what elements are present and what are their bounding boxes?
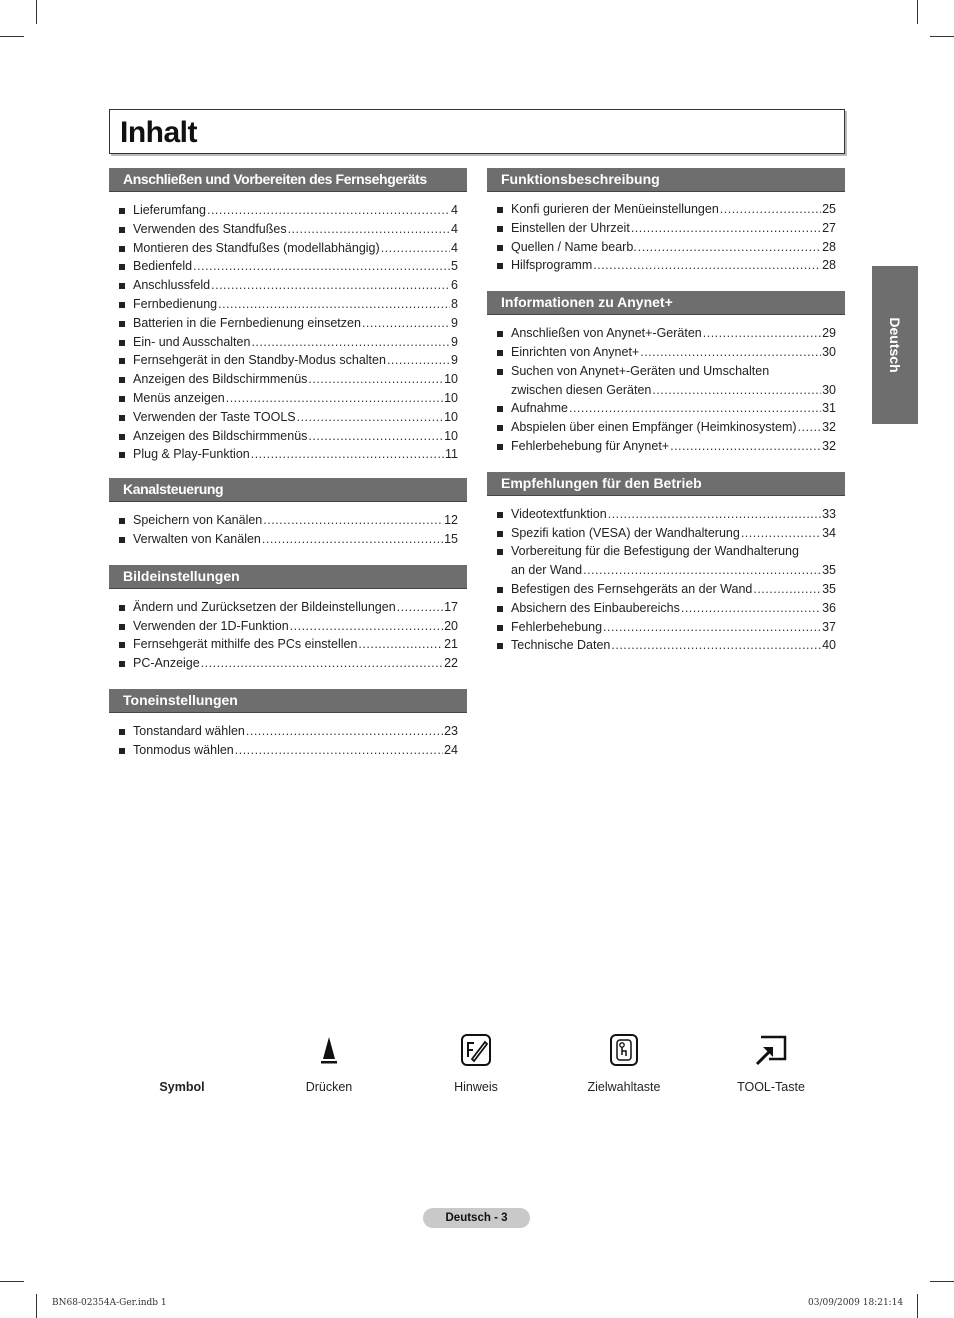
toc-entry [109, 427, 467, 446]
toc-entry-label: PC-Anzeige [133, 656, 200, 671]
dot-leader [720, 200, 821, 219]
one-touch-button-icon [608, 1033, 640, 1067]
toc-entry-label: Technische Daten [511, 638, 611, 653]
dot-leader [207, 201, 450, 220]
toc-entry-page: 10 [444, 372, 458, 387]
dot-leader [631, 219, 821, 238]
toc-entry-label: Anschlussfeld [133, 278, 211, 293]
toc-entry [109, 445, 467, 464]
note-icon [460, 1033, 492, 1067]
toc-entry-label: Anzeigen des Bildschirmmenüs [133, 428, 308, 443]
symbol-item [416, 1030, 536, 1094]
toc-entry [109, 276, 467, 295]
toc-entry [109, 722, 467, 741]
toc-entry-page: 25 [822, 202, 836, 216]
symbol-item [269, 1030, 389, 1094]
toc-entry-page: 9 [451, 334, 458, 349]
toc-entry-label: Spezifi kation (VESA) der Wandhalterung [511, 525, 740, 540]
bullet-square-icon [119, 340, 125, 346]
toc-entry-label: Fernsehgerät in den Standby-Modus schalten [133, 353, 386, 368]
toc-entry [109, 408, 467, 427]
toc-entry-page: 23 [444, 723, 458, 738]
section-heading: Kanalsteuerung [109, 478, 467, 502]
toc-entry-label: Verwenden der Taste TOOLS [133, 409, 296, 424]
toc-entry-page: 12 [444, 513, 458, 528]
toc-entry [109, 333, 467, 352]
toc-entry-page: 10 [444, 390, 458, 405]
dot-leader [611, 636, 821, 655]
dot-leader [608, 505, 821, 524]
bullet-square-icon [119, 264, 125, 270]
bullet-square-icon [119, 537, 125, 543]
toc-entry-label: Vorbereitung für die Befestigung der Wandhalterung [511, 544, 799, 559]
toc-entry [487, 362, 845, 381]
toc-entry [487, 399, 845, 418]
bullet-square-icon [497, 643, 503, 649]
toc-entry [109, 617, 467, 636]
toc-entry [487, 437, 845, 456]
toc-entry-page: 31 [822, 401, 836, 416]
crop-mark [930, 36, 954, 37]
page-title: Inhalt [120, 116, 197, 149]
bullet-square-icon [497, 549, 503, 555]
symbol-label: TOOL-Taste [737, 1080, 805, 1094]
section-heading: Bildeinstellungen [109, 565, 467, 589]
bullet-square-icon [497, 587, 503, 593]
toc-entry [487, 343, 845, 362]
bullet-square-icon [119, 396, 125, 402]
toc-entry-label: Befestigen des Fernsehgeräts an der Wand [511, 581, 753, 596]
toc-entry-page: 22 [444, 656, 458, 671]
toc-entry-page: 5 [451, 259, 458, 274]
toc-entry-page: 9 [451, 315, 458, 330]
dot-leader [263, 511, 443, 530]
toc-entry-label: Fernsehgerät mithilfe des PCs einstellen [133, 637, 358, 652]
toc-entry [487, 580, 845, 599]
toc-entry-label: Tonstandard wählen [133, 723, 245, 738]
bullet-square-icon [119, 283, 125, 289]
dot-leader [652, 381, 821, 400]
toc-entry-page: 29 [822, 326, 836, 341]
dot-leader [603, 618, 821, 637]
toc-entry-page: 35 [822, 563, 836, 578]
toc-entry [487, 324, 845, 343]
toc-entry-page: 37 [822, 619, 836, 634]
section-heading: Toneinstellungen [109, 689, 467, 713]
toc-section [109, 565, 467, 673]
dot-leader [297, 408, 443, 427]
dot-leader [251, 445, 444, 464]
toc-entry-page: 4 [451, 221, 458, 236]
toc-entry [487, 256, 845, 275]
bullet-square-icon [119, 452, 125, 458]
section-heading: Informationen zu Anynet+ [487, 291, 845, 315]
bullet-square-icon [119, 624, 125, 630]
toc-entry [109, 511, 467, 530]
page-number-badge: Deutsch - 3 [423, 1208, 530, 1228]
bullet-square-icon [119, 434, 125, 440]
toc-entry-label: Fehlerbehebung für Anynet+ [511, 438, 670, 453]
bullet-square-icon [497, 263, 503, 269]
bullet-square-icon [497, 531, 503, 537]
press-icon [318, 1035, 340, 1065]
bullet-square-icon [497, 606, 503, 612]
toc-section [109, 478, 467, 549]
toc-entry [109, 351, 467, 370]
toc-right-column [487, 168, 845, 655]
toc-entry-label: an der Wand [511, 563, 583, 578]
toc-entry-label: Lieferumfang [133, 203, 206, 217]
toc-entry-page: 32 [822, 420, 836, 435]
dot-leader [638, 238, 821, 257]
toc-entry [109, 654, 467, 673]
toc-entry-page: 6 [451, 278, 458, 293]
bullet-square-icon [497, 207, 503, 213]
bullet-square-icon [119, 227, 125, 233]
toc-entry-label: zwischen diesen Geräten [511, 382, 652, 397]
dot-leader [593, 256, 821, 275]
toc-entry [109, 370, 467, 389]
dot-leader [288, 220, 450, 239]
dot-leader [251, 333, 450, 352]
symbol-label: Drücken [305, 1080, 353, 1094]
toc-entry [109, 257, 467, 276]
dot-leader [358, 635, 443, 654]
toc-entry-label: Konfi gurieren der Menüeinstellungen [511, 202, 719, 216]
dot-leader [583, 561, 821, 580]
toc-entry-label: Hilfsprogramm [511, 258, 593, 273]
toc-entry-label: Fernbedienung [133, 296, 218, 311]
dot-leader [218, 295, 450, 314]
bullet-square-icon [497, 350, 503, 356]
toc-entry [109, 201, 467, 220]
toc-entry-label: Einstellen der Uhrzeit [511, 220, 630, 235]
bullet-square-icon [497, 625, 503, 631]
dot-leader [753, 580, 821, 599]
crop-mark [917, 0, 918, 24]
crop-mark [36, 0, 37, 24]
crop-mark [917, 1294, 918, 1318]
toc-section [487, 168, 845, 275]
toc-section [109, 689, 467, 760]
section-heading: Funktionsbeschreibung [487, 168, 845, 192]
dot-leader [362, 314, 450, 333]
toc-section [487, 291, 845, 456]
print-datetime: 03/09/2009 18:21:14 [808, 1298, 904, 1308]
toc-entry [487, 505, 845, 524]
dot-leader [640, 343, 821, 362]
dot-leader [569, 399, 821, 418]
toc-entry [109, 741, 467, 760]
bullet-square-icon [119, 358, 125, 364]
toc-entry-page: 40 [822, 638, 836, 653]
toc-entry-label: Einrichten von Anynet+ [511, 344, 640, 359]
bullet-square-icon [119, 321, 125, 327]
toc-section [109, 168, 467, 464]
toc-entry [109, 220, 467, 239]
dot-leader [308, 427, 443, 446]
dot-leader [681, 599, 821, 618]
toc-entry-page: 28 [822, 258, 836, 273]
toc-entry-label: Abspielen über einen Empfänger (Heimkinosystem) [511, 420, 797, 435]
dot-leader [397, 598, 443, 617]
toc-entry-page: 35 [822, 581, 836, 596]
toc-entry-page: 9 [451, 353, 458, 368]
toc-entry-label: Verwalten von Kanälen [133, 531, 261, 546]
bullet-square-icon [497, 406, 503, 412]
toc-entry-label: Videotextfunktion [511, 506, 607, 521]
bullet-square-icon [119, 748, 125, 754]
title-box [109, 109, 845, 154]
toc-entry-page: 33 [822, 506, 836, 521]
toc-entry-page: 17 [444, 599, 458, 614]
dot-leader [741, 524, 821, 543]
crop-mark [930, 1281, 954, 1282]
bullet-square-icon [497, 512, 503, 518]
toc-entry-label: Anschließen von Anynet+-Geräten [511, 326, 702, 341]
toc-list [109, 713, 467, 760]
side-tab-label: Deutsch [887, 317, 903, 373]
toc-entry-page: 32 [822, 438, 836, 453]
toc-entry-page: 15 [444, 531, 458, 546]
bullet-square-icon [119, 661, 125, 667]
toc-entry [487, 599, 845, 618]
toc-entry-page: 8 [451, 296, 458, 311]
toc-entry [487, 200, 845, 219]
toc-entry-label: Tonmodus wählen [133, 742, 234, 757]
toc-entry-label: Anzeigen des Bildschirmmenüs [133, 372, 308, 387]
bullet-square-icon [119, 208, 125, 214]
toc-entry-page: 21 [444, 637, 458, 652]
toc-left-column [109, 168, 467, 760]
toc-entry [487, 418, 845, 437]
bullet-square-icon [497, 369, 503, 375]
toc-entry-page: 30 [822, 382, 836, 397]
crop-mark [36, 1294, 37, 1318]
toc-entry-page: 27 [822, 220, 836, 235]
symbol-item [711, 1030, 831, 1094]
toc-entry-page: 10 [444, 428, 458, 443]
bullet-square-icon [497, 444, 503, 450]
toc-entry [487, 542, 845, 561]
toc-entry-page: 30 [822, 344, 836, 359]
section-heading: Empfehlungen für den Betrieb [487, 472, 845, 496]
toc-list [109, 192, 467, 464]
crop-mark [0, 36, 24, 37]
toc-entry [109, 635, 467, 654]
symbol-legend-title: Symbol [159, 1080, 205, 1094]
bullet-square-icon [497, 425, 503, 431]
toc-list [109, 589, 467, 673]
toc-entry [487, 219, 845, 238]
dot-leader [670, 437, 821, 456]
toc-entry [109, 598, 467, 617]
dot-leader [290, 617, 443, 636]
bullet-square-icon [497, 245, 503, 251]
toc-entry-label: Plug & Play-Funktion [133, 447, 250, 462]
toc-entry-label: Ein- und Ausschalten [133, 334, 251, 349]
toc-list [487, 192, 845, 275]
language-side-tab [872, 266, 918, 424]
dot-leader [235, 741, 443, 760]
dot-leader [193, 257, 450, 276]
toc-entry-page: 4 [451, 240, 458, 255]
dot-leader [381, 239, 450, 258]
bullet-square-icon [119, 729, 125, 735]
dot-leader [387, 351, 450, 370]
bullet-square-icon [497, 226, 503, 232]
toc-entry [109, 530, 467, 549]
toc-entry [109, 389, 467, 408]
toc-entry-page: 36 [822, 600, 836, 615]
toc-list [109, 502, 467, 549]
symbol-label: Hinweis [454, 1080, 498, 1094]
bullet-square-icon [119, 518, 125, 524]
toc-entry [487, 524, 845, 543]
toc-list [487, 315, 845, 456]
dot-leader [703, 324, 821, 343]
toc-entry-label: Menüs anzeigen [133, 390, 225, 405]
bullet-square-icon [497, 331, 503, 337]
toc-list [487, 496, 845, 655]
toc-entry [487, 618, 845, 637]
bullet-square-icon [119, 246, 125, 252]
toc-entry-label: Bedienfeld [133, 259, 193, 274]
toc-entry-label: Fehlerbehebung [511, 619, 603, 634]
toc-entry-label: Speichern von Kanälen [133, 513, 263, 528]
symbol-label: Zielwahltaste [587, 1080, 661, 1094]
bullet-square-icon [119, 415, 125, 421]
bullet-square-icon [119, 377, 125, 383]
toc-entry-label: Ändern und Zurücksetzen der Bildeinstellungen [133, 599, 396, 614]
tool-icon [753, 1033, 789, 1067]
bullet-square-icon [119, 302, 125, 308]
dot-leader [226, 389, 443, 408]
toc-entry-label: Verwenden des Standfußes [133, 221, 287, 236]
symbol-item [564, 1030, 684, 1094]
toc-entry-label: Absichern des Einbaubereichs [511, 600, 680, 615]
toc-entry-label: Montieren des Standfußes (modellabhängig) [133, 240, 380, 255]
toc-entry-page: 4 [451, 203, 458, 217]
toc-entry [487, 238, 845, 257]
toc-entry [109, 295, 467, 314]
toc-section [487, 472, 845, 655]
toc-entry-page: 28 [822, 239, 836, 254]
toc-entry [109, 314, 467, 333]
dot-leader [201, 654, 443, 673]
toc-entry-page: 20 [444, 618, 458, 633]
toc-entry-label: Batterien in die Fernbedienung einsetzen [133, 315, 361, 330]
dot-leader [211, 276, 450, 295]
toc-entry [487, 561, 845, 580]
toc-entry-label: Quellen / Name bearb. [511, 239, 637, 254]
toc-entry-label: Aufnahme [511, 401, 568, 416]
toc-entry [109, 239, 467, 258]
bullet-square-icon [119, 642, 125, 648]
toc-entry-page: 10 [444, 409, 458, 424]
toc-entry-label: Suchen von Anynet+-Geräten und Umschalten [511, 363, 770, 378]
section-heading: Anschließen und Vorbereiten des Fernsehgeräts [109, 168, 467, 192]
dot-leader [798, 418, 822, 437]
bullet-square-icon [119, 605, 125, 611]
toc-entry [487, 636, 845, 655]
toc-entry [487, 381, 845, 400]
dot-leader [246, 722, 443, 741]
toc-entry-page: 34 [822, 525, 836, 540]
toc-entry-page: 11 [445, 447, 458, 462]
toc-entry-label: Verwenden der 1D-Funktion [133, 618, 289, 633]
dot-leader [262, 530, 443, 549]
crop-mark [0, 1281, 24, 1282]
toc-entry-page: 24 [444, 742, 458, 757]
symbol-legend [0, 1030, 954, 1110]
dot-leader [308, 370, 443, 389]
print-file-info: BN68-02354A-Ger.indb 1 [52, 1298, 167, 1308]
